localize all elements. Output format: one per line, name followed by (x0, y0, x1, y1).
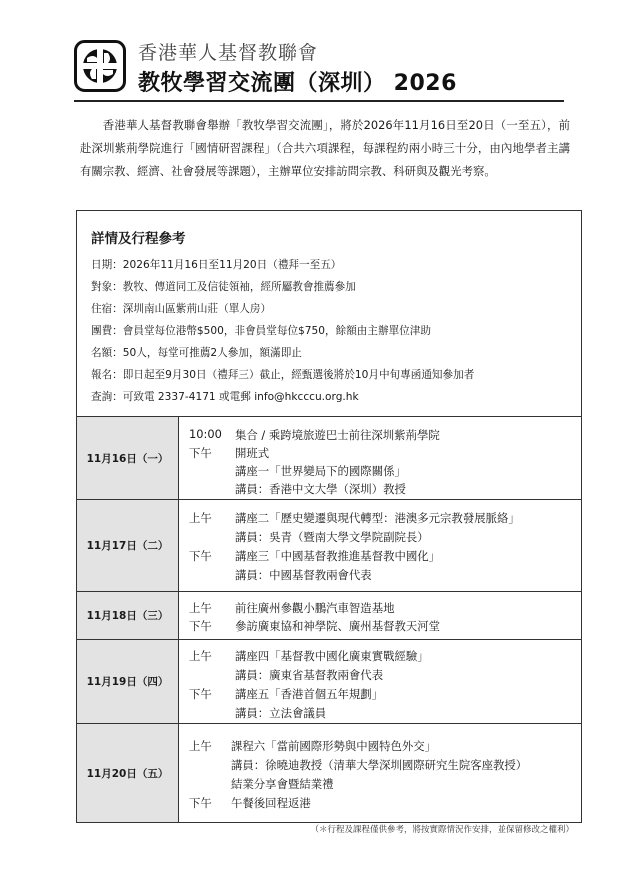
detail-date: 日期：2026年11月16日至11月20日（禮拜一至五） (91, 259, 342, 271)
schedule-entry: 結業分享會暨結業禮 (231, 777, 334, 791)
schedule-table (76, 416, 582, 823)
time-label: 下午 (189, 446, 212, 460)
time-label: 下午 (189, 549, 212, 563)
day-label: 11月17日（二） (77, 500, 179, 591)
header-divider (74, 100, 564, 102)
schedule-entry: 開班式 (235, 446, 270, 460)
schedule-row-day5 (77, 723, 581, 822)
day-label: 11月19日（四） (77, 640, 179, 723)
schedule-entry: 講座五「香港首個五年規劃」 (235, 687, 384, 701)
day-label: 11月18日（三） (77, 592, 179, 639)
detail-enquiry: 查詢：可致電 2337-4171 或電郵 info@hkcccu.org.hk (91, 391, 359, 403)
detail-quota: 名額：50人，每堂可推薦2人參加，額滿即止 (91, 347, 302, 359)
time-label: 下午 (189, 687, 212, 701)
time-label: 下午 (189, 619, 212, 633)
schedule-entry: 講員：廣東省基督教兩會代表 (235, 668, 384, 682)
schedule-entry: 參訪廣東協和神學院、廣州基督教天河堂 (235, 619, 441, 633)
schedule-entry: 講員：中國基督教兩會代表 (235, 568, 372, 582)
day-label: 11月20日（五） (77, 724, 179, 822)
time-label: 上午 (189, 601, 212, 615)
detail-fee: 團費：會員堂每位港幣$500，非會員堂每位$750，餘額由主辦單位津助 (91, 325, 431, 337)
detail-registration: 報名：即日起至9月30日（禮拜三）截止，經甄選後將於10月中旬專函通知參加者 (91, 369, 475, 381)
schedule-entry: 課程六「當前國際形勢與中國特色外交」 (231, 739, 437, 753)
schedule-entry: 講員：徐曉迪教授（清華大學深圳國際研究生院客座教授） (231, 758, 528, 772)
time-label: 上午 (189, 649, 212, 663)
schedule-entry: 講員：吳青（暨南大學文學院副院長） (235, 530, 429, 544)
day-label: 11月16日（一） (77, 417, 179, 499)
detail-accommodation: 住宿：深圳南山區紫荊山莊（單人房） (91, 303, 272, 315)
details-title: 詳情及行程參考 (91, 231, 186, 247)
page-title: 教牧學習交流團（深圳） 2026 (138, 71, 457, 96)
footnote: （＊行程及課程僅供參考，將按實際情況作安排，並保留修改之權利） (310, 825, 574, 835)
schedule-entry: 講座一「世界變局下的國際關係」 (235, 464, 406, 478)
time-label: 上午 (189, 511, 212, 525)
schedule-row-day3 (77, 591, 581, 639)
org-name: 香港華人基督教聯會 (138, 42, 319, 64)
schedule-entry: 講員：香港中文大學（深圳）教授 (235, 482, 406, 496)
intro-paragraph: 香港華人基督教聯會舉辦「教牧學習交流團」，將於2026年11月16日至20日（一至五），前赴深圳紫荊學院進行「國情研習課程」（合共六項課程，每課程約兩小時三十分，由內地學者主講有關宗教、經濟、社會發展等課題），主辦單位安排訪問宗教、科研與及觀光考察。 (80, 118, 570, 178)
schedule-entry: 講座四「基督教中國化廣東實戰經驗」 (235, 649, 429, 663)
schedule-entry: 講座三「中國基督教推進基督教中國化」 (235, 549, 441, 563)
time-label: 下午 (189, 796, 212, 810)
schedule-entry: 前往廣州參觀小鵬汽車智造基地 (235, 601, 395, 615)
schedule-entry: 講座二「歷史變遷與現代轉型：港澳多元宗教發展脈絡」 (235, 511, 520, 525)
schedule-row-day1 (77, 417, 581, 499)
time-label: 上午 (189, 739, 212, 753)
details-section (76, 210, 582, 416)
time-label: 10:00 (189, 427, 222, 441)
hkccu-hands-cross-logo-icon (74, 40, 126, 92)
schedule-entry: 午餐後回程返港 (231, 796, 311, 810)
header (74, 36, 564, 96)
schedule-entry: 講員：立法會議員 (235, 706, 327, 720)
schedule-row-day2 (77, 499, 581, 591)
schedule-entry: 集合 / 乘跨境旅遊巴士前往深圳紫荊學院 (235, 428, 440, 442)
schedule-row-day4 (77, 639, 581, 723)
detail-audience: 對象：教牧、傳道同工及信徒領袖，經所屬教會推薦參加 (91, 281, 356, 293)
